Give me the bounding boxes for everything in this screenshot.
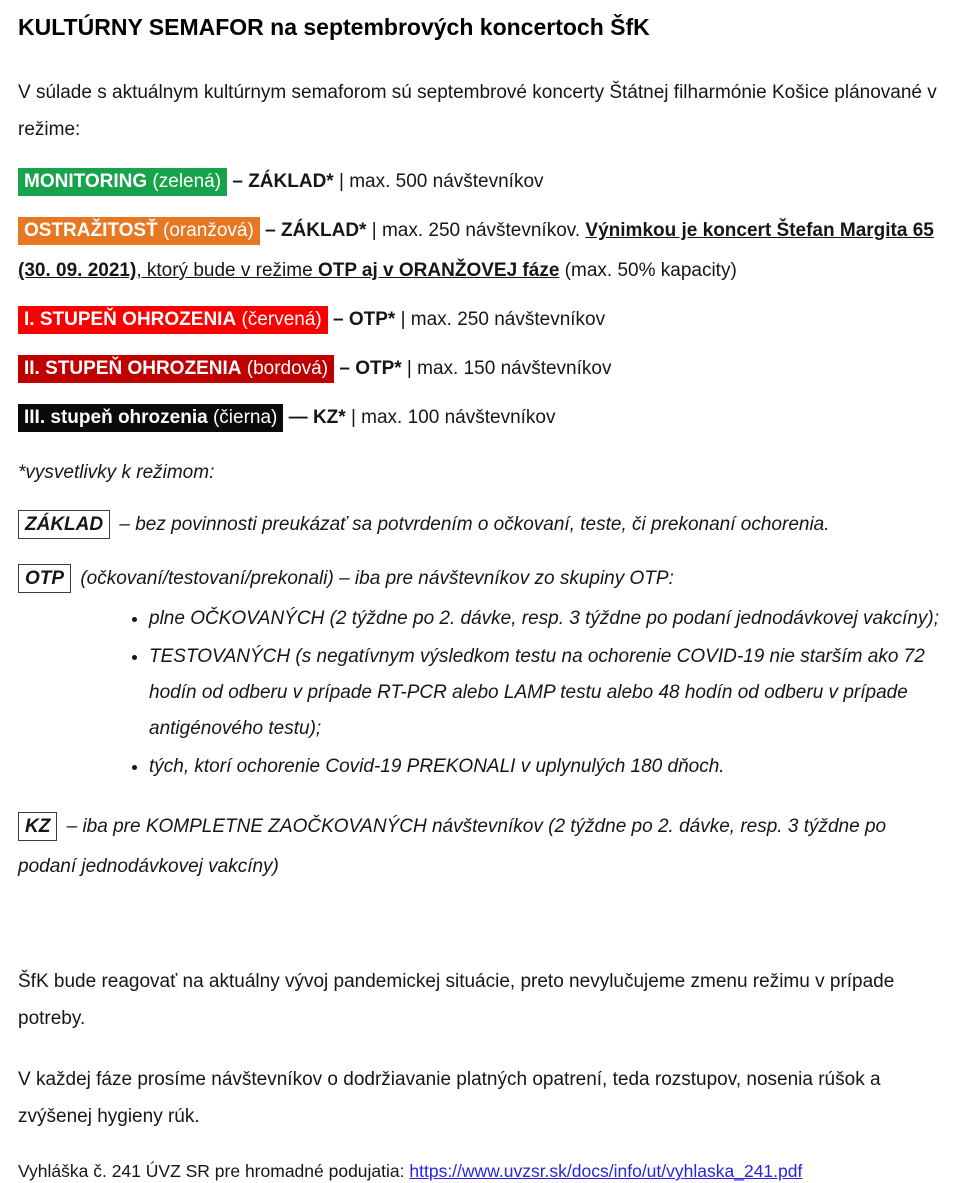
- otp-bullet-item: • TESTOVANÝCH (s negatívnym výsledkom testu na ochorenie COVID-19 nie starším ako 72 hodín od odberu v prípade RT-PCR alebo LAMP testu alebo 48 hodín od odberu v prípade antigénového testu);: [149, 639, 947, 747]
- ostrazitost-capacity: | max. 250 návštevníkov.: [366, 220, 586, 241]
- otp-bullet-item: • tých, ktorí ochorenie Covid-19 PREKONALI v uplynulých 180 dňoch.: [149, 749, 947, 785]
- otp-definition-intro: (očkovaní/testovaní/prekonali) – iba pre návštevníkov zo skupiny OTP:: [75, 568, 674, 589]
- zaklad-definition: – bez povinnosti preukázať sa potvrdením o očkovaní, teste, či prekonaní ochorenia.: [114, 514, 830, 535]
- ohrozenie-1-highlight: [18, 306, 328, 334]
- ostrazitost-label: OSTRAŽITOSŤ: [24, 220, 158, 241]
- level-ohrozenie-3: [18, 398, 947, 438]
- regulation-label: Vyhláška č. 241 ÚVZ SR pre hromadné podujatia:: [18, 1161, 410, 1181]
- ostrazitost-color-note: (oranžová): [157, 220, 254, 241]
- ohrozenie-3-highlight: [18, 404, 283, 432]
- levels-section: [18, 162, 947, 438]
- exception-main-text: Výnimkou je koncert Štefan Margita 65 (30. 09. 2021): [18, 220, 934, 281]
- ohrozenie-3-mode: KZ*: [312, 407, 346, 428]
- term-zaklad-box: ZÁKLAD: [18, 510, 110, 539]
- ohrozenie-3-capacity: | max. 100 návštevníkov: [345, 407, 556, 428]
- intro-paragraph: V súlade s aktuálnym kultúrnym semaforom sú septembrové koncerty Štátnej filharmónie Košice plánované v režime:: [18, 82, 937, 140]
- level-ohrozenie-2: [18, 349, 947, 389]
- legend-zaklad: [18, 505, 947, 545]
- separator-dash: –: [327, 309, 349, 330]
- term-kz-box: KZ: [18, 812, 57, 841]
- separator-dash: —: [283, 407, 313, 428]
- ohrozenie-1-label: I. STUPEŇ OHROZENIA: [24, 309, 237, 330]
- level-ohrozenie-1: [18, 300, 947, 340]
- exception-mode-text: OTP aj v ORANŽOVEJ fáze: [317, 260, 560, 281]
- legend-kz: [18, 807, 947, 887]
- ohrozenie-2-mode: OTP*: [355, 358, 402, 379]
- separator-dash: –: [259, 220, 281, 241]
- ohrozenie-1-mode: OTP*: [348, 309, 396, 330]
- separator-dash: –: [334, 358, 356, 379]
- ohrozenie-3-label: III. stupeň ohrozenia: [24, 407, 208, 428]
- monitoring-color-note: (zelená): [147, 171, 222, 192]
- closing-section: [18, 963, 947, 1135]
- ostrazitost-mode: ZÁKLAD*: [280, 220, 367, 241]
- ohrozenie-1-color-note: (červená): [236, 309, 322, 330]
- separator-dash: –: [227, 171, 249, 192]
- ohrozenie-2-capacity: | max. 150 návštevníkov: [401, 358, 612, 379]
- closing-paragraph-1: ŠfK bude reagovať na aktuálny vývoj pandemickej situácie, preto nevylučujeme zmenu režimu v prípade potreby.: [18, 971, 895, 1029]
- document-title: KULTÚRNY SEMAFOR na septembrových koncertoch ŠfK: [18, 14, 650, 40]
- monitoring-highlight: [18, 168, 227, 196]
- footer-regulation-line: [18, 1159, 947, 1183]
- otp-bullet-list: [18, 601, 947, 785]
- legend-otp: [18, 559, 947, 599]
- ostrazitost-highlight: [18, 217, 260, 245]
- legend-section: [18, 454, 947, 887]
- vyhlaska-pdf-link[interactable]: https://www.uvzsr.sk/docs/info/ut/vyhlaska_241.pdf: [409, 1161, 803, 1181]
- ohrozenie-2-color-note: (bordová): [241, 358, 329, 379]
- ohrozenie-2-highlight: [18, 355, 334, 383]
- monitoring-mode: ZÁKLAD*: [248, 171, 334, 192]
- otp-bullet-item: • plne OČKOVANÝCH (2 týždne po 2. dávke, resp. 3 týždne po podaní jednodávkovej vakcíny);: [149, 601, 947, 637]
- term-otp-box: OTP: [18, 564, 71, 593]
- exception-mid-text: , ktorý bude v režime: [136, 260, 318, 281]
- ohrozenie-2-label: II. STUPEŇ OHROZENIA: [24, 358, 242, 379]
- ohrozenie-3-color-note: (čierna): [207, 407, 278, 428]
- legend-heading: *vysvetlivky k režimom:: [18, 462, 215, 483]
- level-monitoring: [18, 162, 947, 202]
- closing-paragraph-2: V každej fáze prosíme návštevníkov o dodržiavanie platných opatrení, teda rozstupov, nosenia rúšok a zvýšenej hygieny rúk.: [18, 1069, 881, 1127]
- kz-definition: – iba pre KOMPLETNE ZAOČKOVANÝCH návštevníkov (2 týždne po 2. dávke, resp. 3 týždne po podaní jednodávkovej vakcíny): [18, 816, 887, 877]
- monitoring-capacity: | max. 500 návštevníkov: [333, 171, 544, 192]
- level-ostrazitost: [18, 211, 947, 291]
- exception-note-text: (max. 50% kapacity): [559, 260, 737, 281]
- monitoring-label: MONITORING: [24, 171, 148, 192]
- ohrozenie-1-capacity: | max. 250 návštevníkov: [395, 309, 606, 330]
